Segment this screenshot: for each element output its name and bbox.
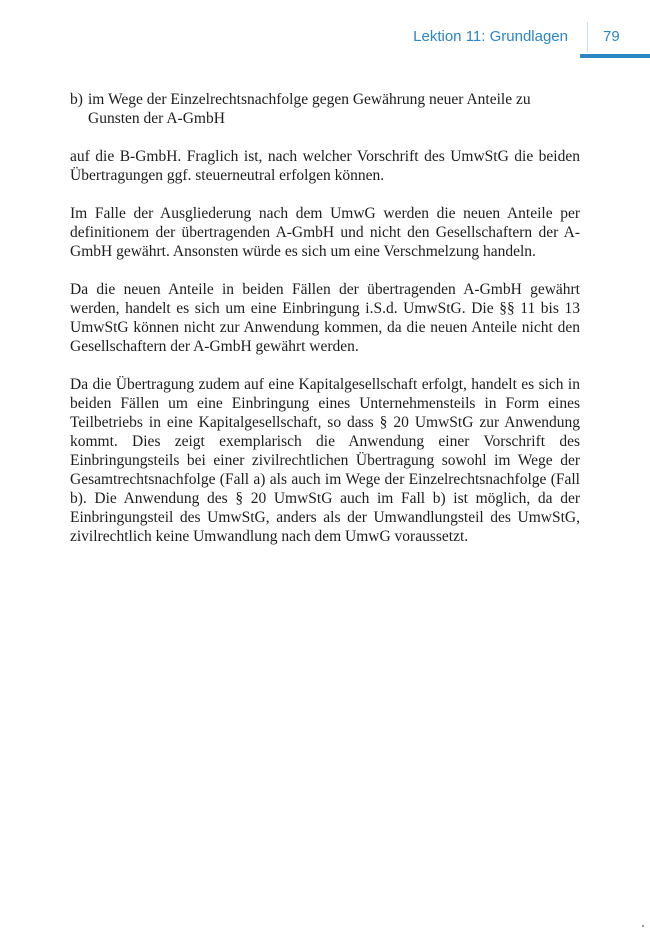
- paragraph: Da die neuen Anteile in beiden Fällen der übertragenden A-GmbH gewährt werden, handelt es sich um eine Einbringung i.S.d. UmwStG. Die §§ 11 bis 13 UmwStG können nicht zur Anwendung kommen, da die neuen Anteile nicht den Gesellschaftern der A-GmbH gewährt werden.: [70, 281, 580, 355]
- paragraph: Im Falle der Ausgliederung nach dem UmwG werden die neuen Anteile per definitionem der übertragenden A-GmbH und nicht den Gesellschaftern der A-GmbH gewährt. Ansonsten würde es sich um eine Verschmelzung handeln.: [70, 205, 580, 260]
- body-text: [70, 90, 580, 565]
- page-number-accent-bar: [580, 54, 650, 58]
- page-number: 79: [603, 28, 620, 45]
- paragraph: auf die B-GmbH. Fraglich ist, nach welcher Vorschrift des UmwStG die beiden Übertragungen ggf. steuerneutral erfolgen können.: [70, 148, 580, 184]
- paragraph: Da die Übertragung zudem auf eine Kapitalgesellschaft erfolgt, handelt es sich in beiden Fällen um eine Einbringung eines Unternehmensteils in Form eines Teilbetriebs in eine Kapitalgesellschaft, so dass § 20 UmwStG zur Anwendung kommt. Dies zeigt exemplarisch die Anwendung einer Vorschrift des Einbringungsteils bei einer zivilrechtlichen Übertragung sowohl im Wege der Gesamtrechtsnachfolge (Fall a) als auch im Wege der Einzelrechtsnachfolge (Fall b). Die Anwendung des § 20 UmwStG auch im Fall b) ist möglich, da der Einbringungsteil des UmwStG, anders als der Umwandlungsteil des UmwStG, zivilrechtlich keine Umwandlung nach dem UmwG voraussetzt.: [70, 376, 580, 545]
- chapter-title: Lektion 11: Grundlagen: [413, 28, 568, 45]
- running-head: [0, 28, 650, 58]
- list-item: [70, 90, 580, 128]
- list-marker: b): [70, 91, 83, 108]
- corner-mark: [642, 925, 644, 927]
- list-item-text: im Wege der Einzelrechtsnachfolge gegen Gewährung neuer Anteile zu Gunsten der A-GmbH: [88, 91, 531, 127]
- header-divider: [587, 22, 588, 52]
